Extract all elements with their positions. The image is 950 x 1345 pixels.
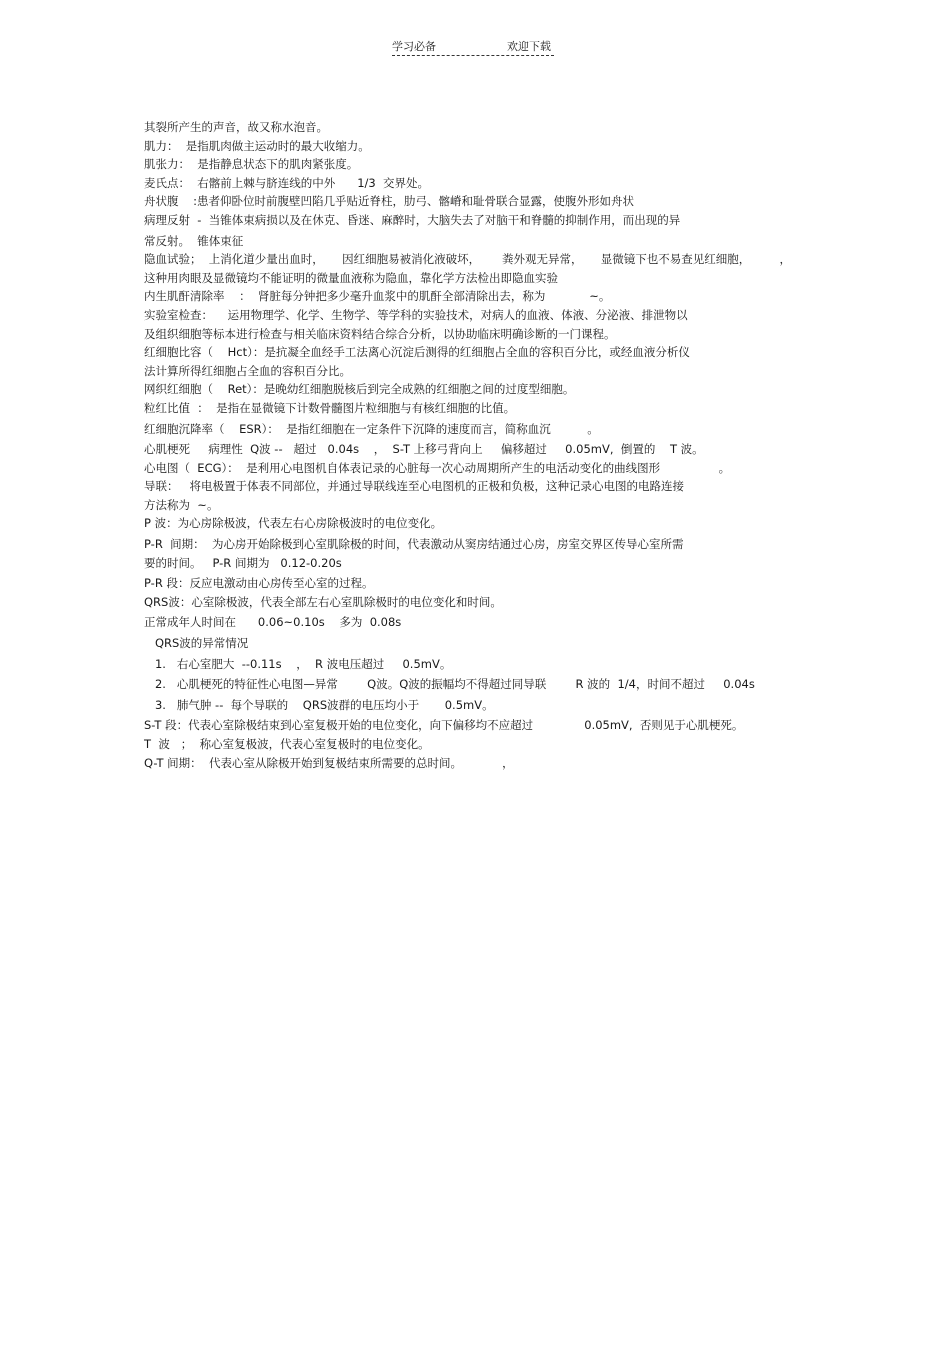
text-line: 要的时间。 P-R 间期为 0.12-0.20s	[144, 555, 342, 570]
text-line: 粒红比值 ： 是指在显微镜下计数骨髓图片粒细胞与有核红细胞的比值。	[144, 400, 516, 415]
text-line: QRS波的异常情况	[144, 636, 249, 651]
document-body	[144, 118, 824, 772]
text-line: 这种用肉眼及显微镜均不能证明的微量血液称为隐血，靠化学方法检出即隐血实验	[144, 270, 558, 285]
list-item: 1. 右心室肥大 --0.11s ， R 波电压超过 0.5mV。	[144, 656, 452, 671]
text-line: P-R 间期： 为心房开始除极到心室肌除极的时间，代表激动从窦房结通过心房，房室交界区传导心室所需	[144, 537, 684, 552]
text-line: 正常成年人时间在 0.06~0.10s 多为 0.08s	[144, 615, 402, 630]
header-left-text: 学习必备	[392, 40, 436, 53]
text-line: 心肌梗死 病理性 Q波 -- 超过 0.04s ， S-T 上移弓背向上 偏移超过 0.05mV, 倒置的 T 波。	[144, 442, 704, 457]
text-line: 心电图（ ECG）： 是利用心电图机自体表记录的心脏每一次心动周期所产生的电活动变化的曲线图形 。	[144, 460, 731, 475]
text-line: 肌力： 是指肌肉做主运动时的最大收缩力。	[144, 138, 370, 153]
text-line: 红细胞沉降率（ ESR）： 是指红细胞在一定条件下沉降的速度而言，简称血沉 。	[144, 421, 599, 436]
text-line: 麦氏点： 右髂前上棘与脐连线的中外 1/3 交界处。	[144, 175, 430, 190]
text-line: 其裂所产生的声音，故又称水泡音。	[144, 120, 328, 134]
text-line: 及组织细胞等标本进行检查与相关临床资料结合综合分析，以协助临床明确诊断的一门课程。	[144, 326, 616, 341]
list-item: 2. 心肌梗死的特征性心电图—异常 Q波。Q波的振幅均不得超过同导联 R 波的 1/4，时间不超过 0.04s	[144, 677, 755, 692]
header-divider	[392, 55, 554, 56]
text-line: 病理反射 - 当锥体束病损以及在休克、昏迷、麻醉时，大脑失去了对脑干和脊髓的抑制作用，而出现的异	[144, 212, 681, 227]
text-line: Q-T 间期： 代表心室从除极开始到复极结束所需要的总时间。 ，	[144, 755, 514, 770]
text-line: QRS波：心室除极波，代表全部左右心室肌除极时的电位变化和时间。	[144, 594, 502, 609]
text-line: 内生肌酐清除率 ： 肾脏每分钟把多少毫升血浆中的肌酐全部清除出去，称为 ~。	[144, 289, 611, 304]
text-line: 法计算所得红细胞占全血的容积百分比。	[144, 363, 351, 378]
text-line: S-T 段：代表心室除极结束到心室复极开始的电位变化，向下偏移均不应超过 0.05mV, 否则见于心肌梗死。	[144, 718, 744, 733]
text-line: 隐血试验； 上消化道少量出血时， 因红细胞易被消化液破坏， 粪外观无异常， 显微镜下也不易查见红细胞， ，	[144, 252, 792, 267]
text-line: 网织红细胞（ Ret）：是晚幼红细胞脱核后到完全成熟的红细胞之间的过度型细胞。	[144, 382, 575, 397]
text-line: 导联： 将电极置于体表不同部位，并通过导联线连至心电图机的正极和负极，这种记录心电图的电路连接	[144, 479, 684, 494]
page-header	[392, 38, 554, 58]
text-line: 红细胞比容（ Hct）：是抗凝全血经手工法离心沉淀后测得的红细胞占全血的容积百分比，或经血液分析仪	[144, 345, 690, 360]
text-line: 方法称为 ~。	[144, 497, 219, 512]
header-right-text: 欢迎下载	[507, 40, 551, 53]
text-line: 肌张力： 是指静息状态下的肌肉紧张度。	[144, 157, 359, 172]
text-line: P-R 段：反应电激动由心房传至心室的过程。	[144, 576, 374, 591]
text-line: P 波：为心房除极波，代表左右心房除极波时的电位变化。	[144, 516, 443, 531]
list-item: 3. 肺气肿 -- 每个导联的 QRS波群的电压均小于 0.5mV。	[144, 697, 494, 712]
text-line: 常反射。 锥体束征	[144, 233, 244, 248]
text-line: 实验室检查： 运用物理学、化学、生物学、等学科的实验技术，对病人的血液、体液、分泌液、排泄物以	[144, 307, 688, 322]
text-line: 舟状腹 :患者仰卧位时前腹壁凹陷几乎贴近脊柱，肋弓、髂嵴和耻骨联合显露，使腹外形如舟状	[144, 194, 634, 209]
text-line: T 波 ； 称心室复极波，代表心室复极时的电位变化。	[144, 737, 430, 751]
